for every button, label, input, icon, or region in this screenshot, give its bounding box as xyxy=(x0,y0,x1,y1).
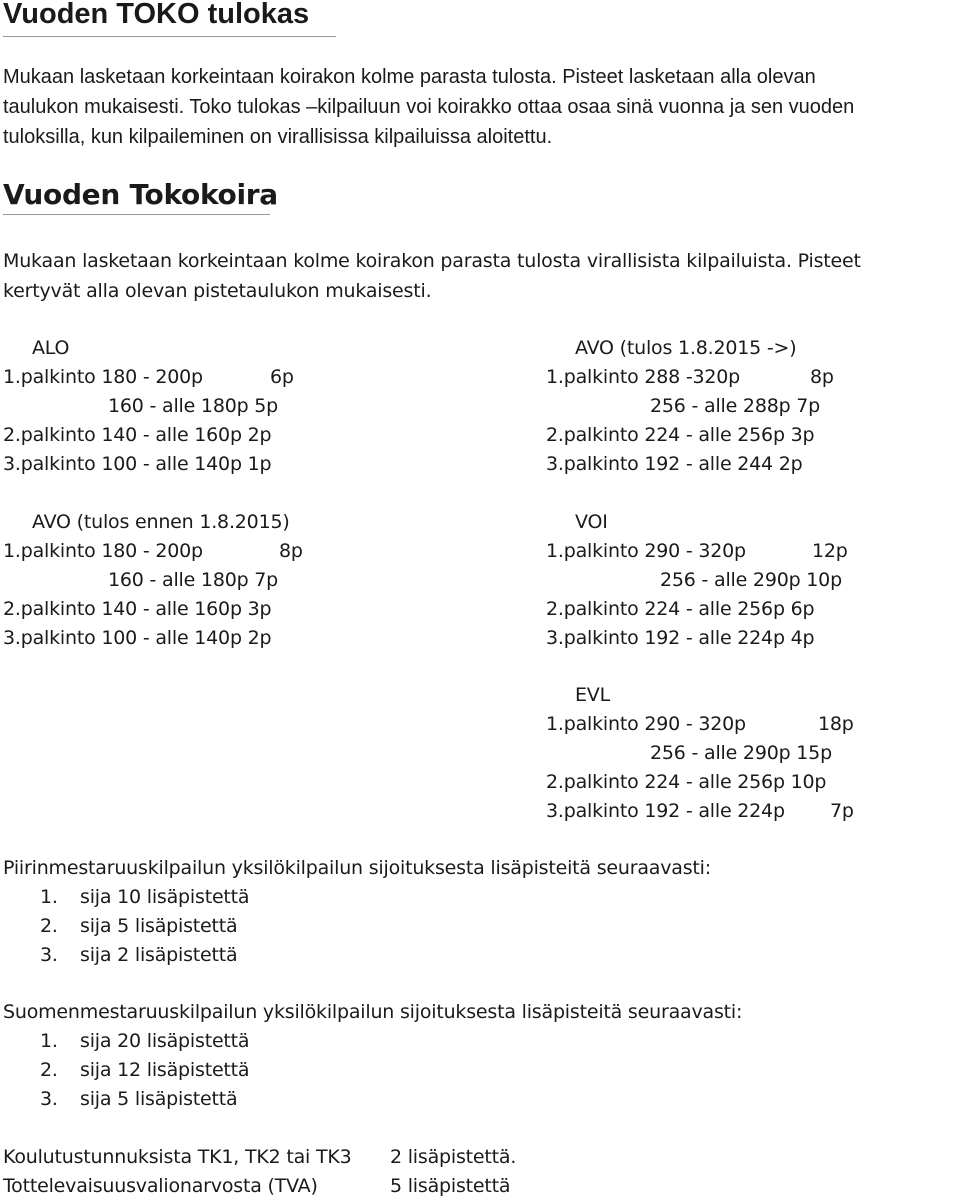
alo-row-1b: 160 - alle 180p 5p xyxy=(108,395,279,417)
extra-label-tva: Tottelevaisuusvalionarvosta (TVA) xyxy=(3,1175,318,1197)
evl-row-3-points: 7p xyxy=(830,800,854,822)
avo-new-row-1a-points: 8p xyxy=(810,366,834,388)
avo-new-heading: AVO (tulos 1.8.2015 ->) xyxy=(575,337,797,359)
section2-title: Vuoden Tokokoira xyxy=(3,178,278,211)
suomen-item-2-num: 2. xyxy=(40,1059,58,1081)
extra-label-tk: Koulutustunnuksista TK1, TK2 tai TK3 xyxy=(3,1146,352,1168)
avo-old-row-2: 2.palkinto 140 - alle 160p 3p xyxy=(3,598,272,620)
avo-new-row-2: 2.palkinto 224 - alle 256p 3p xyxy=(546,424,815,446)
voi-row-2: 2.palkinto 224 - alle 256p 6p xyxy=(546,598,815,620)
piiri-item-2-num: 2. xyxy=(40,915,58,937)
voi-row-1b: 256 - alle 290p 10p xyxy=(660,569,842,591)
avo-old-heading: AVO (tulos ennen 1.8.2015) xyxy=(32,511,290,533)
section1-line-3: tuloksilla, kun kilpaileminen on virallisissa kilpailuissa aloitettu. xyxy=(3,126,553,148)
section1-title: Vuoden TOKO tulokas xyxy=(3,0,310,30)
evl-row-1b: 256 - alle 290p 15p xyxy=(650,742,832,764)
avo-new-row-3: 3.palkinto 192 - alle 244 2p xyxy=(546,453,803,475)
section2-underline xyxy=(3,214,270,215)
suomen-heading: Suomenmestaruuskilpailun yksilökilpailun sijoituksesta lisäpisteitä seuraavasti: xyxy=(3,1001,743,1023)
extra-value-tk: 2 lisäpistettä. xyxy=(390,1146,517,1168)
avo-old-row-1b: 160 - alle 180p 7p xyxy=(108,569,279,591)
piiri-item-1-num: 1. xyxy=(40,886,58,908)
section2-line-1: Mukaan lasketaan korkeintaan kolme koirakon parasta tulosta virallisista kilpailuista. Pisteet xyxy=(3,250,861,272)
avo-old-row-3: 3.palkinto 100 - alle 140p 2p xyxy=(3,627,272,649)
evl-row-1a: 1.palkinto 290 - 320p xyxy=(546,713,746,735)
piiri-item-3-num: 3. xyxy=(40,944,58,966)
evl-row-3: 3.palkinto 192 - alle 224p xyxy=(546,800,785,822)
piiri-heading: Piirinmestaruuskilpailun yksilökilpailun sijoituksesta lisäpisteitä seuraavasti: xyxy=(3,857,711,879)
title-underline xyxy=(3,36,336,37)
evl-row-1a-points: 18p xyxy=(818,713,854,735)
evl-heading: EVL xyxy=(575,684,610,706)
section2-line-2: kertyvät alla olevan pistetaulukon mukaisesti. xyxy=(3,280,432,302)
suomen-item-1: sija 20 lisäpistettä xyxy=(80,1030,250,1052)
piiri-item-2: sija 5 lisäpistettä xyxy=(80,915,238,937)
alo-row-1a-points: 6p xyxy=(270,366,294,388)
section1-line-2: taulukon mukaisesti. Toko tulokas –kilpailuun voi koirakko ottaa osaa sinä vuonna ja sen vuoden xyxy=(3,96,855,118)
voi-heading: VOI xyxy=(575,511,608,533)
extra-value-tva: 5 lisäpistettä xyxy=(390,1175,511,1197)
voi-row-1a: 1.palkinto 290 - 320p xyxy=(546,540,746,562)
suomen-item-1-num: 1. xyxy=(40,1030,58,1052)
avo-new-row-1a: 1.palkinto 288 -320p xyxy=(546,366,741,388)
suomen-item-3-num: 3. xyxy=(40,1088,58,1110)
voi-row-3: 3.palkinto 192 - alle 224p 4p xyxy=(546,627,815,649)
voi-row-1a-points: 12p xyxy=(812,540,848,562)
alo-row-3: 3.palkinto 100 - alle 140p 1p xyxy=(3,453,272,475)
alo-heading: ALO xyxy=(32,337,70,359)
suomen-item-3: sija 5 lisäpistettä xyxy=(80,1088,238,1110)
piiri-item-1: sija 10 lisäpistettä xyxy=(80,886,250,908)
avo-new-row-1b: 256 - alle 288p 7p xyxy=(650,395,821,417)
evl-row-2: 2.palkinto 224 - alle 256p 10p xyxy=(546,771,827,793)
alo-row-2: 2.palkinto 140 - alle 160p 2p xyxy=(3,424,272,446)
avo-old-row-1a-points: 8p xyxy=(279,540,303,562)
alo-row-1a: 1.palkinto 180 - 200p xyxy=(3,366,203,388)
piiri-item-3: sija 2 lisäpistettä xyxy=(80,944,238,966)
suomen-item-2: sija 12 lisäpistettä xyxy=(80,1059,250,1081)
section1-line-1: Mukaan lasketaan korkeintaan koirakon kolme parasta tulosta. Pisteet lasketaan alla olevan xyxy=(3,66,816,88)
avo-old-row-1a: 1.palkinto 180 - 200p xyxy=(3,540,203,562)
